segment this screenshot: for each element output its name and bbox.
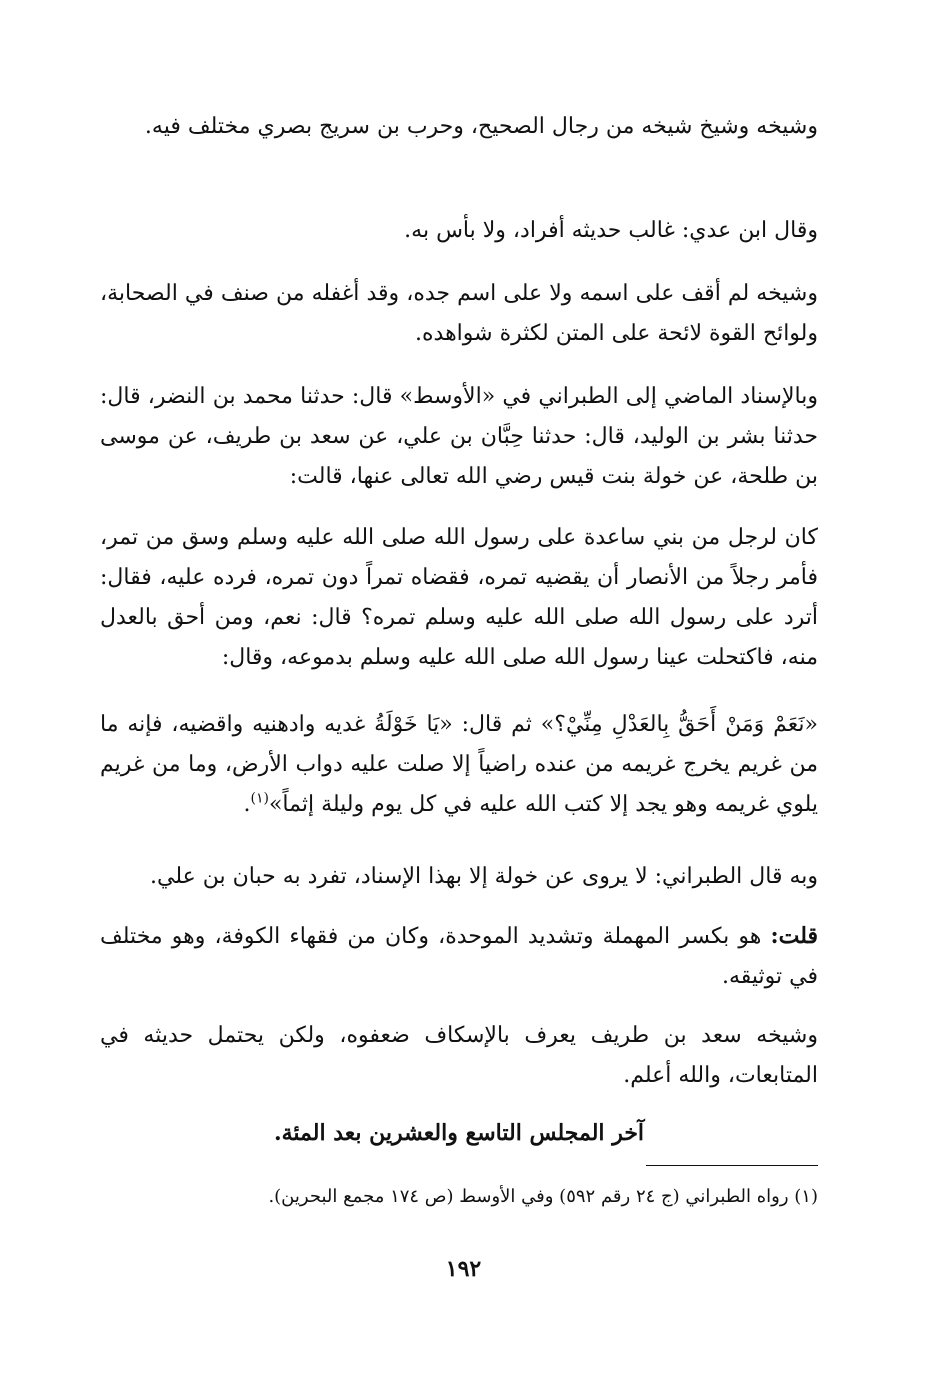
session-end-heading: آخر المجلس التاسع والعشرين بعد المئة.	[273, 1120, 645, 1146]
paragraph-hadith-story: كان لرجل من بني ساعدة على رسول الله صلى الله عليه وسلم وسق من تمر، فأمر رجلاً من الأنصار أن يقضيه تمره، فقضاه تمراً دون تمره، فرده عليه، فقال: أترد على رسول الله صلى الله عليه وسلم تمره؟ قال: نعم، ومن أحق بالعدل منه، فاكتحلت عينا رسول الله صلى الله عليه وسلم بدموعه، وقال:	[100, 525, 818, 670]
paragraph-isnad: وبالإسناد الماضي إلى الطبراني في «الأوسط» قال: حدثنا محمد بن النضر، قال: حدثنا بشر بن الوليد، قال: حدثنا حِبَّان بن علي، عن سعد بن طريف، عن موسى بن طلحة، عن خولة بنت قيس رضي الله تعالى عنها، قالت:	[100, 384, 818, 489]
page-number: ١٩٢	[445, 1256, 482, 1282]
footnote-marker: (١)	[250, 790, 269, 807]
paragraph-tabarani-note: وبه قال الطبراني: لا يروى عن خولة إلا بهذا الإسناد، تفرد به حبان بن علي.	[150, 864, 818, 889]
footnote-divider	[646, 1165, 818, 1166]
paragraph-author-comment	[100, 916, 818, 997]
comment-text: هو بكسر المهملة وتشديد الموحدة، وكان من فقهاء الكوفة، وهو مختلف في توثيقه.	[100, 924, 818, 989]
hadith-end-punctuation: .	[243, 792, 251, 817]
paragraph-sheikh-unknown: وشيخه لم أقف على اسمه ولا على اسم جده، وقد أغفله من صنف في الصحابة، ولوائح القوة لائحة على المتن لكثرة شواهده.	[100, 281, 818, 346]
paragraph-saad-status: وشيخه سعد بن طريف يعرف بالإسكاف ضعفوه، ولكن يحتمل حديثه في المتابعات، والله أعلم.	[100, 1023, 818, 1088]
comment-lead: قلت:	[770, 923, 818, 949]
paragraph-ibn-adi: وقال ابن عدي: غالب حديثه أفراد، ولا بأس به.	[404, 218, 818, 243]
hadith-quote: «نَعَمْ وَمَنْ أَحَقُّ بِالعَدْلِ مِنِّيْ؟» ثم قال: «يَا خَوْلَةُ غديه وادهنيه واقضيه، فإنه ما من غريم يخرج غريمه من عنده راضياً إلا صلت عليه دواب الأرض، وما من غريم يلوي غريمه وهو يجد إلا كتب الله عليه في كل يوم وليلة إثماً»	[100, 712, 818, 817]
footnote: (١) رواه الطبراني (ج ٢٤ رقم ٥٩٢) وفي الأوسط (ص ١٧٤ مجمع البحرين).	[268, 1186, 818, 1207]
paragraph-narrator-status: وشيخه وشيخ شيخه من رجال الصحيح، وحرب بن سريج بصري مختلف فيه.	[144, 114, 818, 139]
paragraph-hadith-text	[100, 705, 818, 825]
